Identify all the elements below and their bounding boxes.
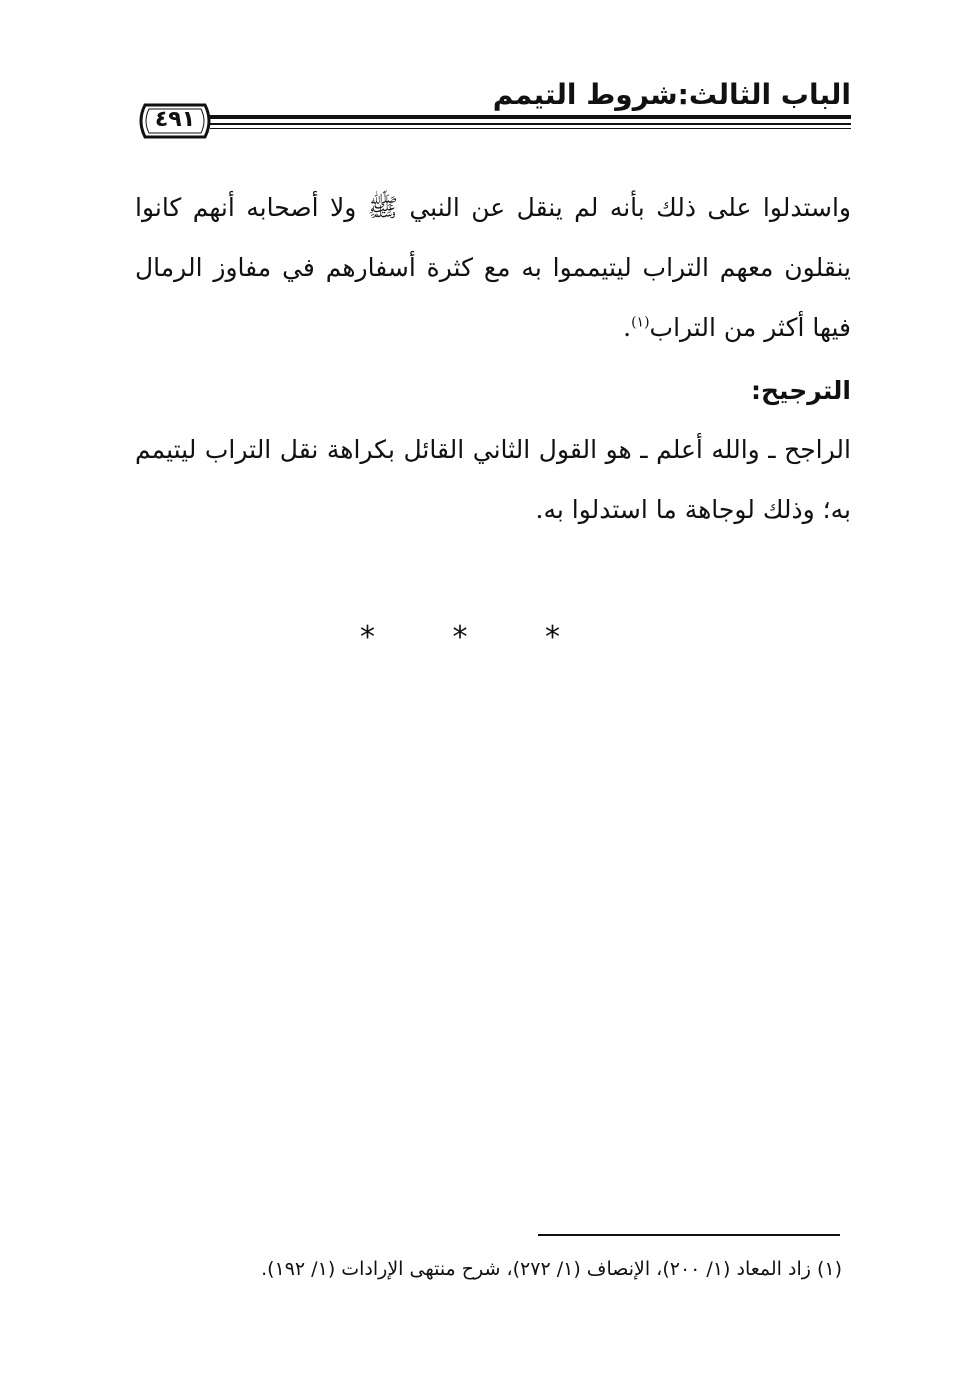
paragraph-end: . [623,313,632,342]
page-number-frame [135,101,215,141]
paragraph-text: واستدلوا على ذلك بأنه لم ينقل عن النبي ﷺ ولا أصحابه أنهم كانوا ينقلون معهم التراب ليتيمموا به مع كثرة أسفارهم في مفاوز الرمال فيها أكثر من التراب [135,193,851,342]
footnote: (١) زاد المعاد (١/ ٢٠٠)، الإنصاف (١/ ٢٧٢)، شرح منتهى الإرادات (١/ ١٩٢). [261,1258,842,1280]
footnote-rule [538,1234,840,1236]
header-rule [210,115,851,119]
chapter-title: الباب الثالث:شروط التيمم [492,78,851,111]
section-heading: الترجيح: [751,376,851,405]
footnote-reference: (١) [631,314,650,331]
body-paragraph [135,178,851,358]
header-rule [210,123,851,125]
body-paragraph: الراجح ـ والله أعلم ـ هو القول الثاني القائل بكراهة نقل التراب ليتيمم به؛ وذلك لوجاهة ما استدلوا به. [135,435,851,524]
page-number: ٤٩١ [154,107,196,132]
section-separator: * * * [359,620,595,655]
header-rule [210,128,851,129]
